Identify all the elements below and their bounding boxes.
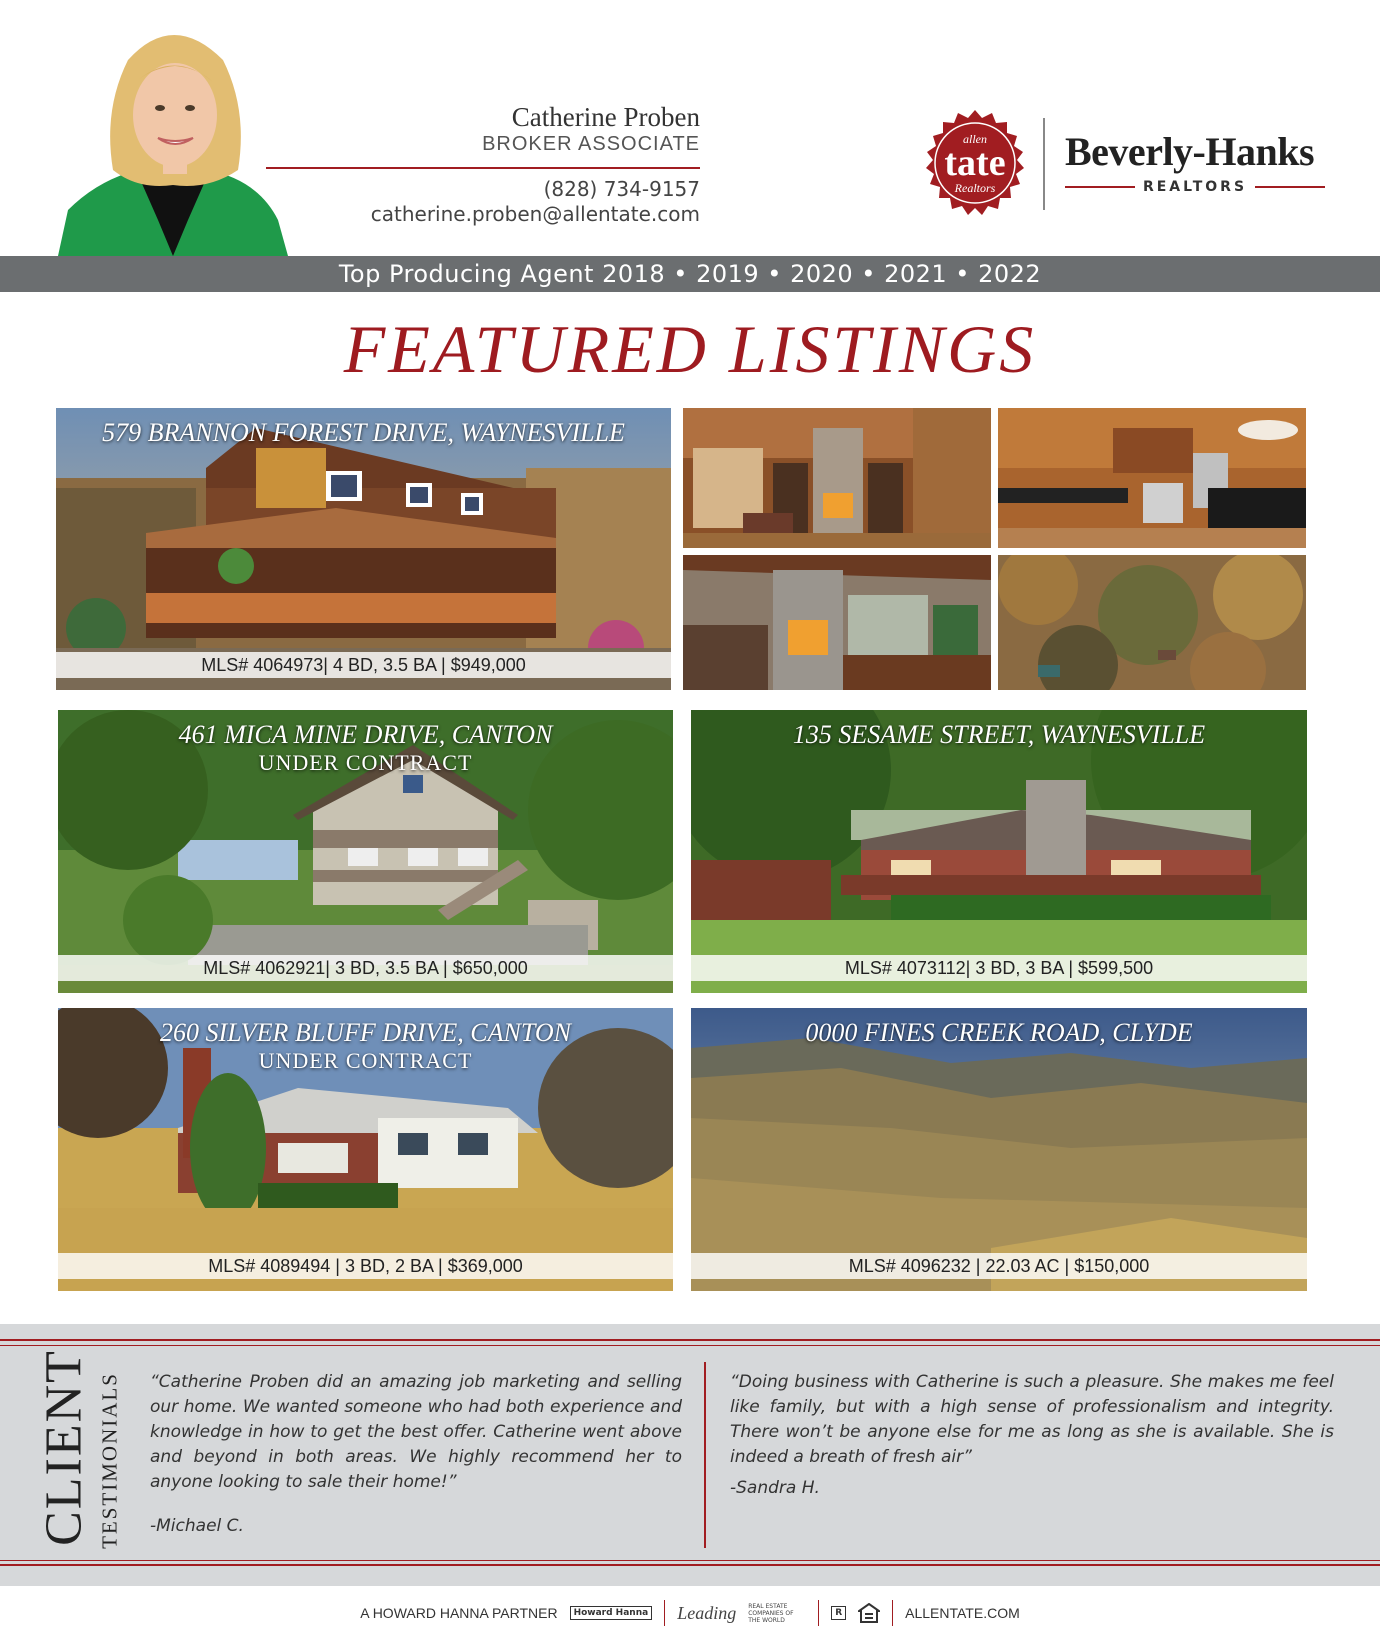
listing-address: 579 BRANNON FOREST DRIVE, WAYNESVILLE (102, 418, 625, 447)
listing-info: MLS# 4089494 | 3 BD, 2 BA | $369,000 (208, 1255, 523, 1276)
beverly-hanks-logo: Beverly-Hanks (1065, 129, 1315, 174)
listing-info: MLS# 4073112| 3 BD, 3 BA | $599,500 (844, 957, 1154, 978)
footer-separator (664, 1600, 665, 1626)
listing-card[interactable] (691, 1008, 1307, 1291)
log-cabin-photo (56, 408, 671, 690)
footer (0, 1596, 1380, 1630)
aerial-woods-photo (998, 555, 1306, 690)
listing-card[interactable] (58, 1008, 673, 1291)
beverly-hanks-tagline (1065, 177, 1325, 197)
footer-website-link[interactable]: ALLENTATE.COM (905, 1605, 1020, 1621)
testimonial-author: -Michael C. (150, 1516, 244, 1536)
logo-divider (1043, 118, 1045, 210)
allen-tate-seal-logo (920, 110, 1030, 220)
listing-info-bar (691, 955, 1307, 981)
testimonials-heading-client: CLIENT (35, 1349, 93, 1546)
agent-phone[interactable]: (828) 734-9157 (543, 177, 700, 201)
listing-info: MLS# 4062921| 3 BD, 3.5 BA | $650,000 (203, 957, 528, 978)
tagline-rule-left (1065, 186, 1135, 188)
living-room-photo (683, 408, 991, 548)
page-title: FEATURED LISTINGS (343, 311, 1037, 387)
listing-info-bar (691, 1253, 1307, 1279)
listing-card[interactable] (56, 408, 671, 690)
leading-re-logo: Leading (677, 1602, 737, 1623)
testimonials-divider (704, 1362, 706, 1548)
listing-status: UNDER CONTRACT (258, 750, 473, 775)
howard-hanna-badge: Howard Hanna (570, 1606, 653, 1620)
ranch-house-photo (691, 710, 1307, 993)
testimonials-heading-sub: TESTIMONIALS (97, 1372, 122, 1549)
agent-name: Catherine Proben (511, 102, 700, 132)
testimonials-heading (30, 1349, 130, 1560)
testimonials-rule-top (0, 1339, 1380, 1341)
leading-re-subtext: REAL ESTATE COMPANIES OF THE WORLD (748, 1602, 794, 1624)
realtor-icon: R (831, 1606, 846, 1620)
tagline-rule-right (1255, 186, 1325, 188)
testimonials-rule-bottom-thin (0, 1560, 1380, 1561)
header-divider (266, 167, 700, 169)
testimonials-section (0, 1324, 1380, 1586)
listing-card[interactable] (58, 710, 673, 993)
listing-info: MLS# 4064973| 4 BD, 3.5 BA | $949,000 (201, 654, 526, 675)
top-producer-banner (0, 256, 1380, 292)
listing-info-bar (58, 955, 673, 981)
banner-text: Top Producing Agent 2018 • 2019 • 2020 • 2021 • 2022 (338, 260, 1042, 288)
agent-photo (58, 20, 288, 256)
kitchen-photo (998, 408, 1306, 548)
tate-seal-bottom: Realtors (954, 181, 996, 195)
tate-seal-top: allen (963, 132, 987, 146)
listing-info-bar (58, 1253, 673, 1279)
listing-card[interactable] (691, 710, 1307, 993)
testimonial-quote: “Doing business with Catherine is such a pleasure. She makes me feel like family, but with a high sense of professionalism and integrity. There won’t be anyone else for me as long as she is available. She is indeed a breath of fresh air” (730, 1372, 1334, 1467)
footer-separator (892, 1600, 893, 1626)
listing-address: 260 SILVER BLUFF DRIVE, CANTON (160, 1018, 571, 1047)
agent-title: BROKER ASSOCIATE (482, 133, 700, 155)
testimonial-author: -Sandra H. (730, 1478, 820, 1498)
listing-info-bar (56, 652, 671, 678)
listing-status: UNDER CONTRACT (258, 1048, 473, 1073)
footer-separator (818, 1600, 819, 1626)
tate-seal-main: tate (944, 142, 1006, 184)
listing-address: 0000 FINES CREEK ROAD, CLYDE (805, 1018, 1193, 1047)
testimonials-rule-top-thin (0, 1345, 1380, 1346)
testimonial-quote: “Catherine Proben did an amazing job marketing and selling our home. We wanted someone who had both experience and knowledge in how to get the best offer. Catherine went above and beyond in both areas. We highly recommend her to anyone looking to sale their home!” (150, 1372, 682, 1492)
mountain-land-photo (691, 1008, 1307, 1291)
listing-address: 461 MICA MINE DRIVE, CANTON (178, 720, 553, 749)
agent-email[interactable]: catherine.proben@allentate.com (370, 202, 700, 226)
footer-partner: A HOWARD HANNA PARTNER (360, 1605, 558, 1621)
equal-housing-icon (858, 1603, 880, 1623)
listing-address: 135 SESAME STREET, WAYNESVILLE (792, 720, 1206, 749)
listing-info: MLS# 4096232 | 22.03 AC | $150,000 (848, 1255, 1150, 1276)
outdoor-fireplace-photo (683, 555, 991, 690)
testimonials-rule-bottom (0, 1564, 1380, 1566)
beverly-hanks-realtors: REALTORS (1142, 179, 1248, 195)
